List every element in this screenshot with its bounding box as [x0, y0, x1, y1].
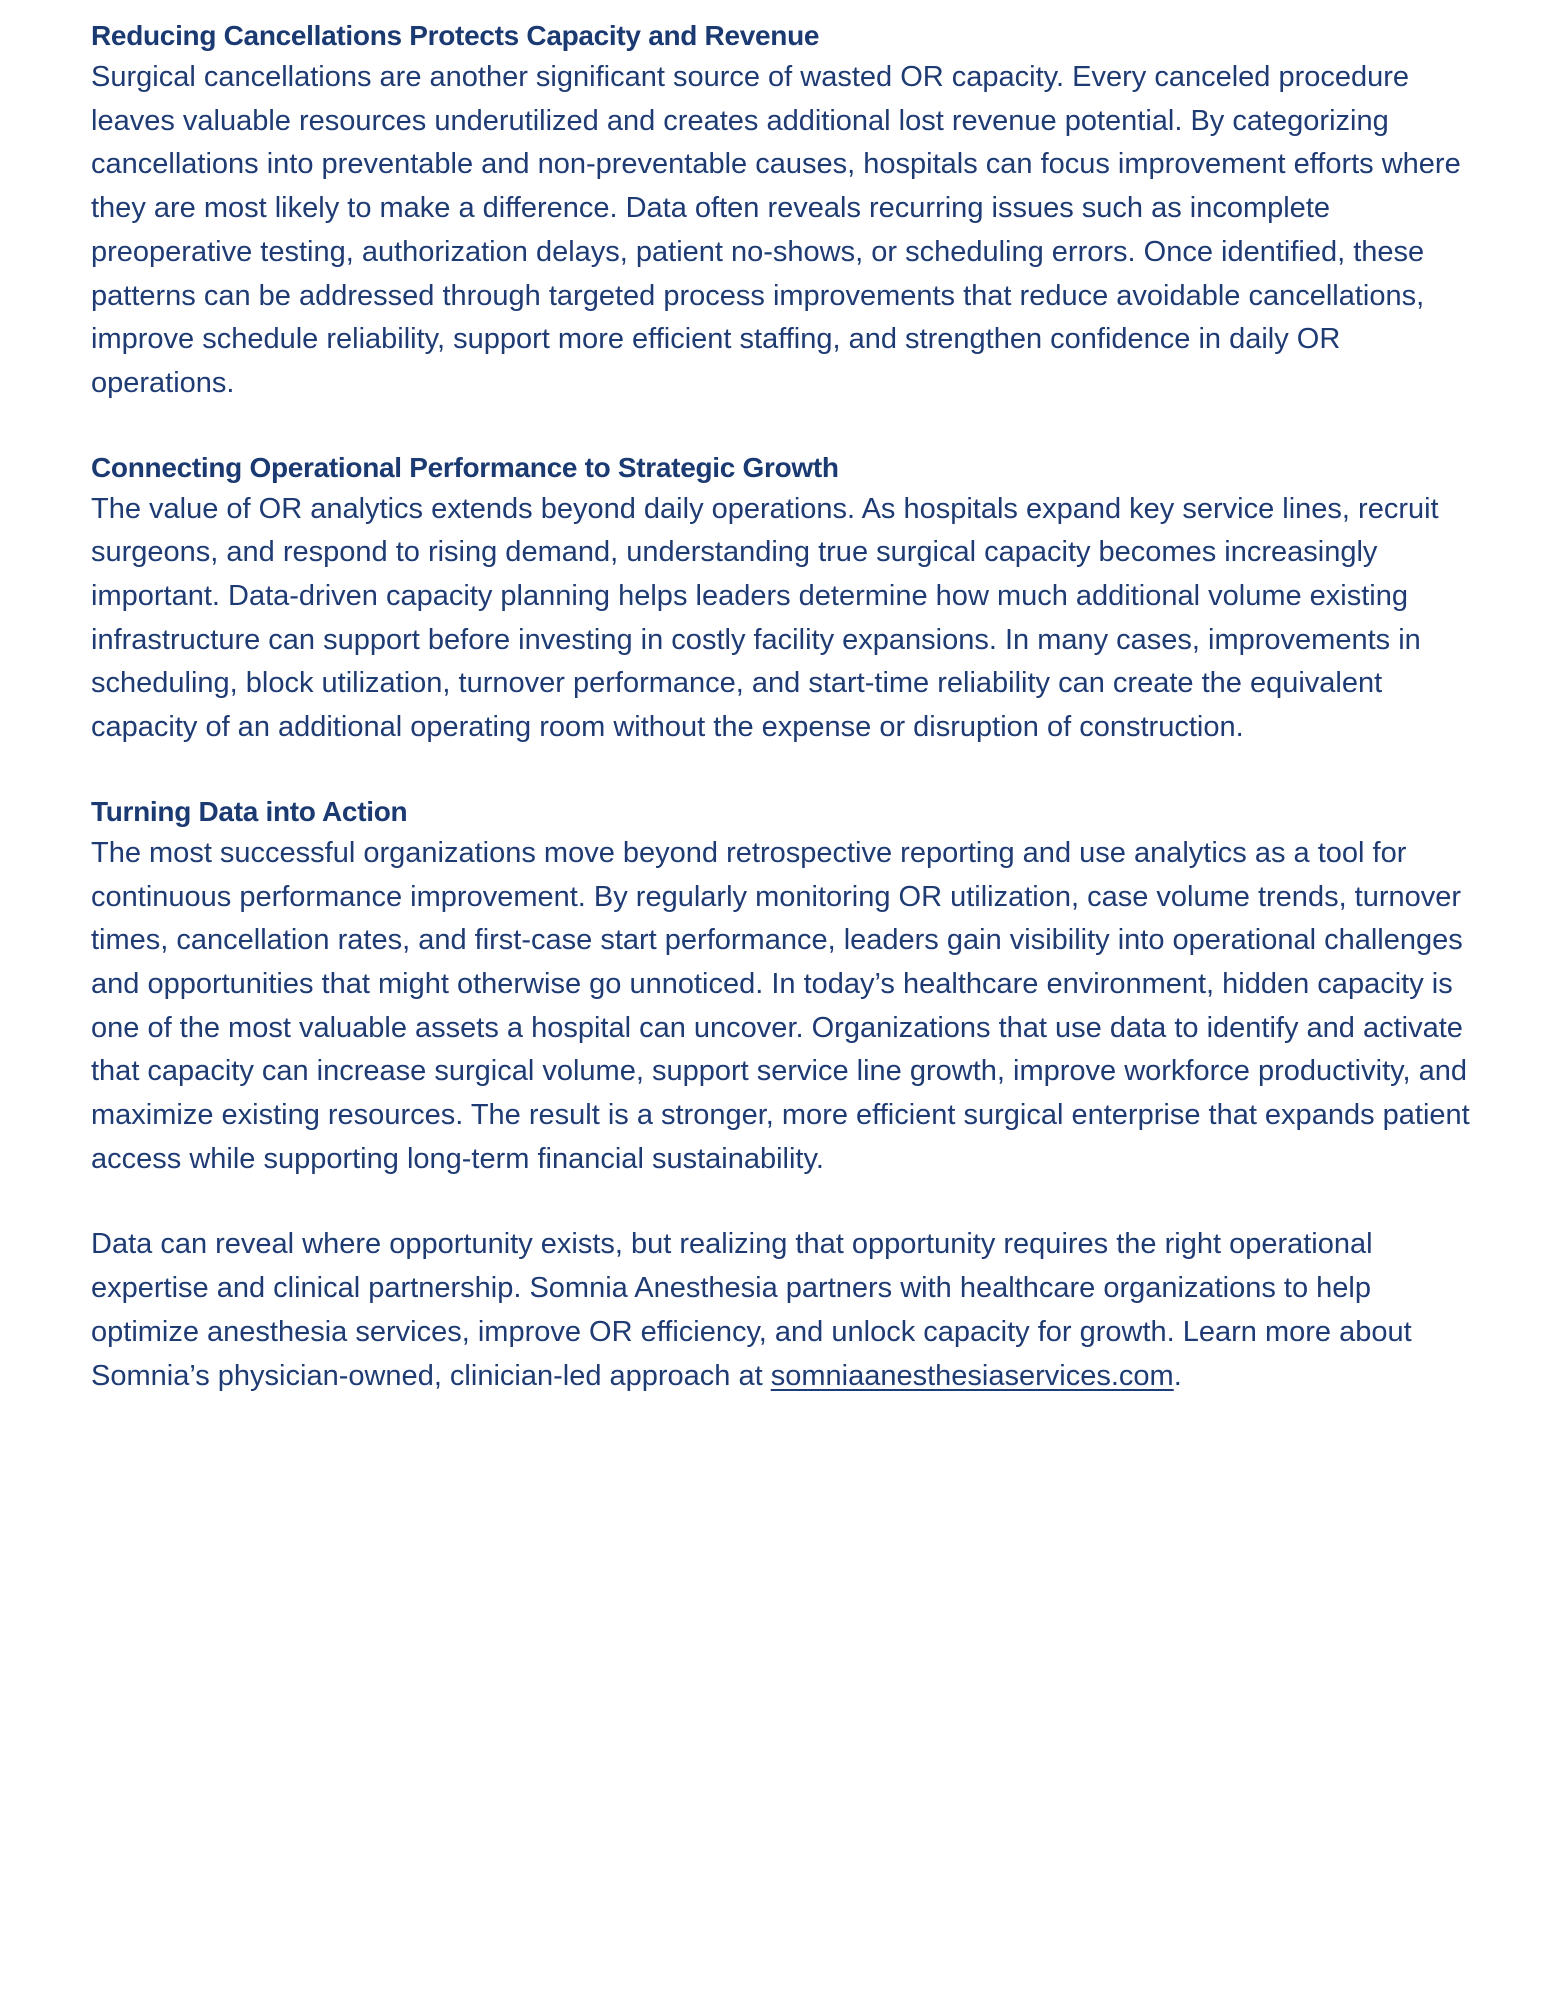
section-heading: Connecting Operational Performance to Strategic Growth [91, 451, 839, 483]
section-paragraph: The most successful organizations move beyond retrospective reporting and use analytics as a tool for continuous performance improvement. By regularly monitoring OR utilization, case volume trends, turnover times, cancellation rates, and first-case start performance, leaders gain visibility into operational challenges and opportunities that might otherwise go unnoticed. In today’s healthcare environment, hidden capacity is one of the most valuable assets a hospital can uncover. Organizations that use data to identify and activate that capacity can increase surgical volume, support service line growth, improve workforce productivity, and maximize existing resources. The result is a stronger, more efficient surgical enterprise that expands patient access while supporting long-term financial sustainability. [91, 836, 1470, 1175]
section-strategic-growth [91, 448, 1476, 750]
closing-period: . [1173, 1359, 1182, 1392]
section-paragraph: Surgical cancellations are another significant source of wasted OR capacity. Every canceled procedure leaves valuable resources underutilized and creates additional lost revenue potential. By categorizing cancellations into preventable and non-preventable causes, hospitals can focus improvement efforts where they are most likely to make a difference. Data often reveals recurring issues such as incomplete preoperative testing, authorization delays, patient no-shows, or scheduling errors. Once identified, these patterns can be addressed through targeted process improvements that reduce avoidable cancellations, improve schedule reliability, support more efficient staffing, and strengthen confidence in daily OR operations. [91, 61, 1461, 399]
section-turning-data-into-action [91, 792, 1476, 1182]
section-paragraph: The value of OR analytics extends beyond daily operations. As hospitals expand key service lines, recruit surgeons, and respond to rising demand, understanding true surgical capacity becomes increasingly important. Data-driven capacity planning helps leaders determine how much additional volume existing infrastructure can support before investing in costly facility expansions. In many cases, improvements in scheduling, block utilization, turnover performance, and start-time reliability can create the equivalent capacity of an additional operating room without the expense or disruption of construction. [91, 492, 1439, 744]
closing-text: Data can reveal where opportunity exists, but realizing that opportunity requires the right operational expertise and clinical partnership. Somnia Anesthesia partners with healthcare organizations to help optimize anesthesia services, improve OR efficiency, and unlock capacity for growth. Learn more about Somnia’s physician-owned, clinician-led approach at [91, 1228, 1412, 1392]
document-body [91, 16, 1476, 1398]
website-link[interactable]: somniaanesthesiaservices.com [770, 1359, 1174, 1392]
section-reducing-cancellations [91, 16, 1476, 406]
section-heading: Turning Data into Action [91, 795, 408, 827]
closing-paragraph [91, 1223, 1476, 1398]
section-heading: Reducing Cancellations Protects Capacity and Revenue [91, 20, 820, 51]
